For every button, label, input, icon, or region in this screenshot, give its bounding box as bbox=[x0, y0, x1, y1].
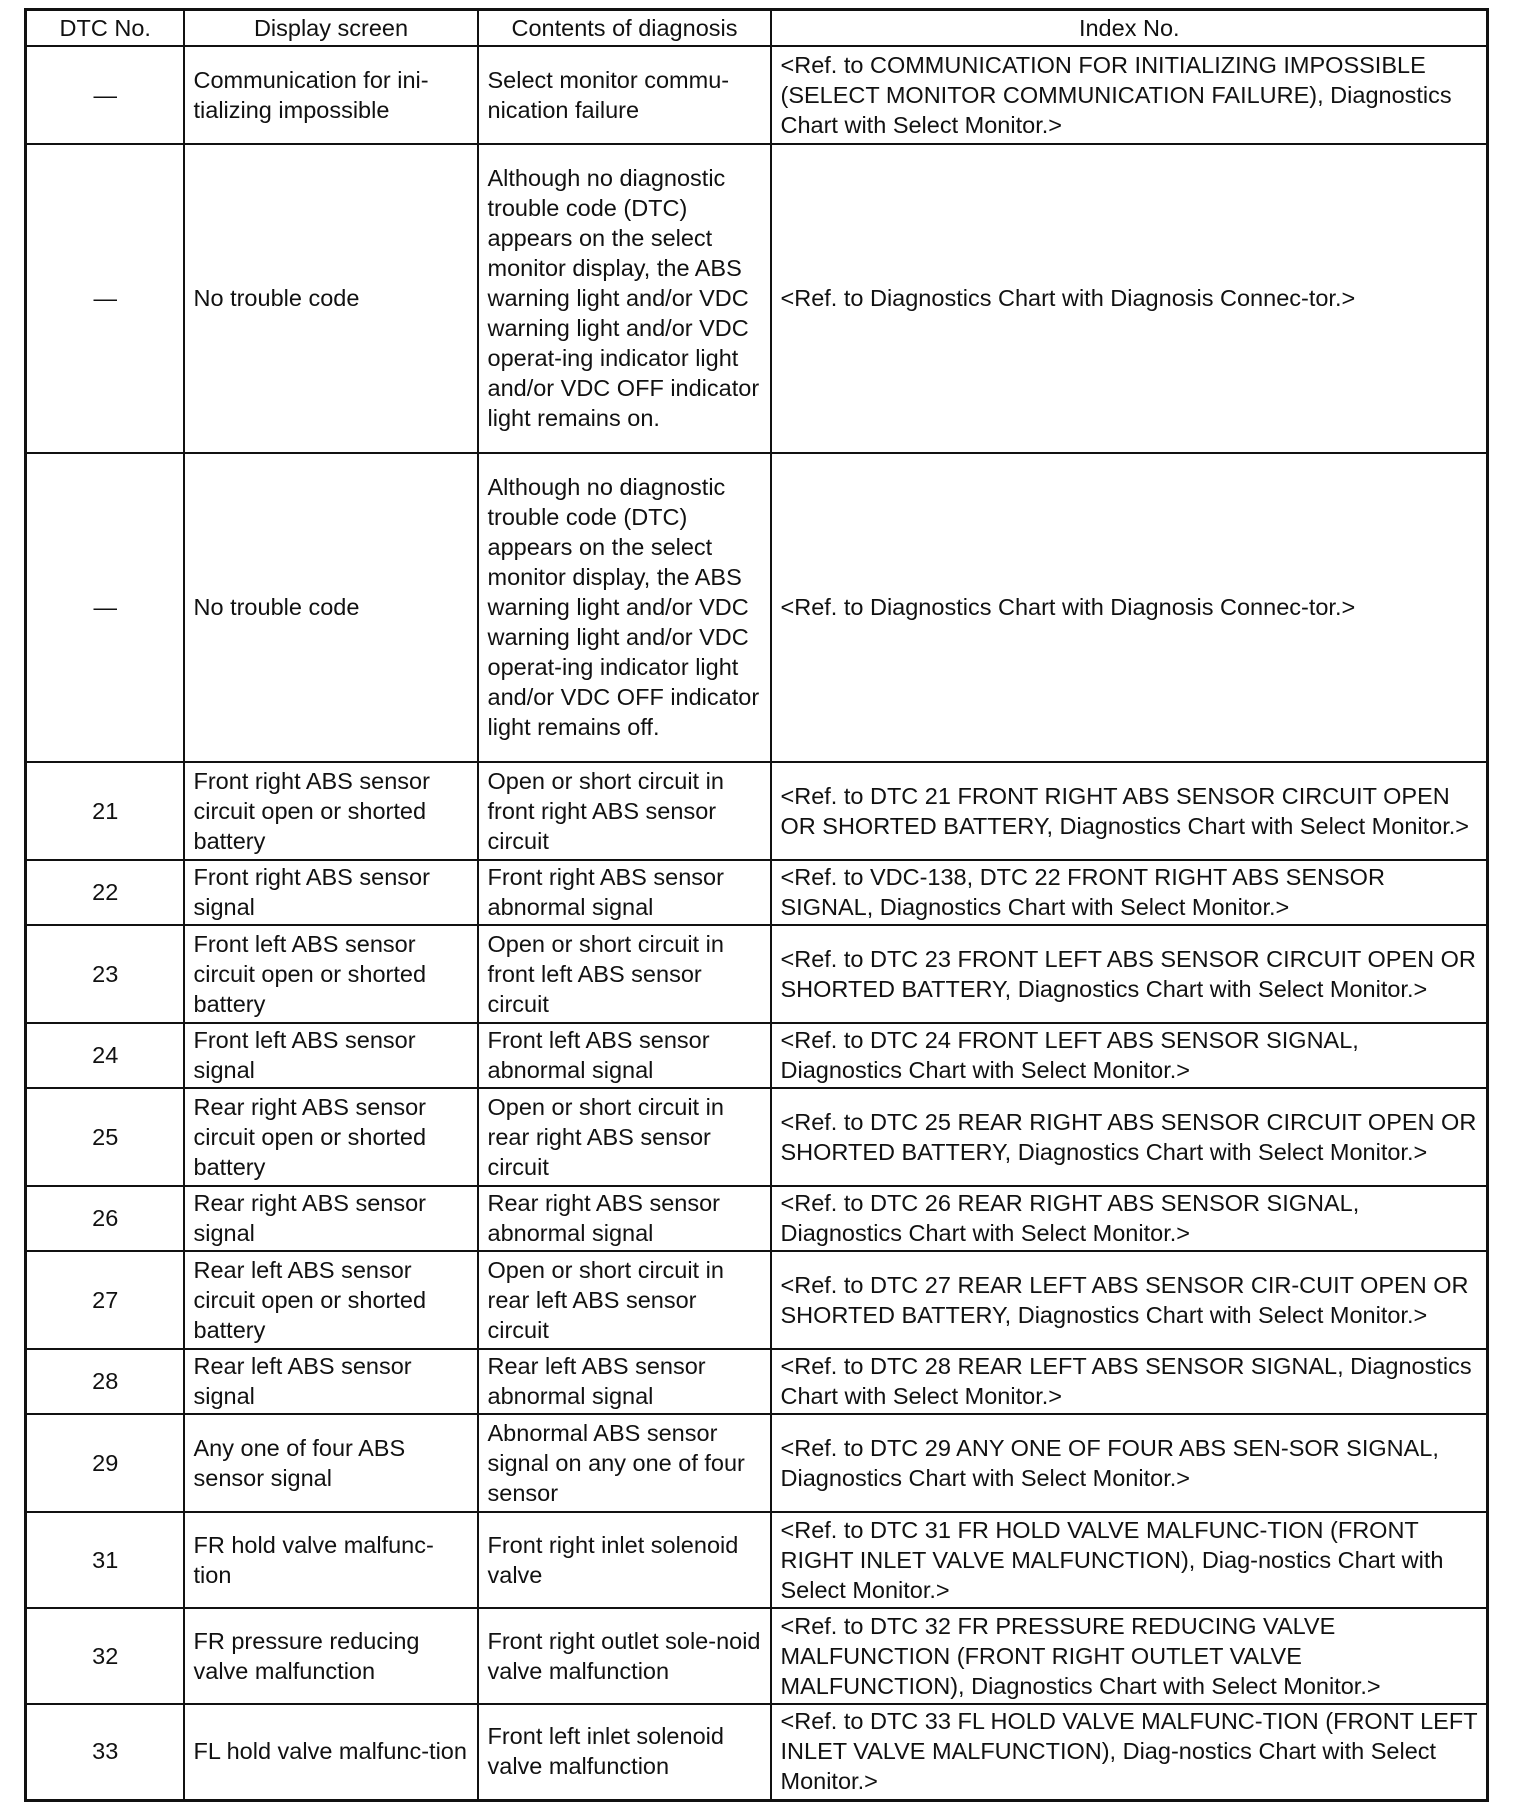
display-screen-cell: FR hold valve malfunc-tion bbox=[184, 1512, 478, 1608]
diagnosis-contents-cell: Rear left ABS sensor abnormal signal bbox=[478, 1349, 771, 1414]
index-reference-cell: <Ref. to DTC 28 REAR LEFT ABS SENSOR SIGNAL, Diagnostics Chart with Select Monitor.> bbox=[771, 1349, 1488, 1414]
diagnosis-contents-cell: Although no diagnostic trouble code (DTC) appears on the select monitor display, the ABS warning light and/or VDC warning light and/or VDC operat-ing indicator light and/or VDC OFF indicator light remains off. bbox=[478, 453, 771, 762]
dtc-number: — bbox=[26, 453, 184, 762]
table-row bbox=[26, 46, 1488, 144]
diagnosis-contents-cell: Open or short circuit in front right ABS sensor circuit bbox=[478, 762, 771, 860]
index-reference-cell: <Ref. to DTC 31 FR HOLD VALVE MALFUNC-TION (FRONT RIGHT INLET VALVE MALFUNCTION), Diag-nostics Chart with Select Monitor.> bbox=[771, 1512, 1488, 1608]
display-screen-cell: Rear left ABS sensor circuit open or shorted battery bbox=[184, 1251, 478, 1349]
table-row bbox=[26, 1186, 1488, 1251]
table-row bbox=[26, 1608, 1488, 1704]
diagnosis-contents-cell: Select monitor commu-nication failure bbox=[478, 46, 771, 144]
diagnosis-contents-cell: Rear right ABS sensor abnormal signal bbox=[478, 1186, 771, 1251]
dtc-number: 27 bbox=[26, 1251, 184, 1349]
dtc-number: 26 bbox=[26, 1186, 184, 1251]
display-screen-cell: Front right ABS sensor circuit open or shorted battery bbox=[184, 762, 478, 860]
diagnosis-contents-cell: Front left inlet solenoid valve malfunction bbox=[478, 1704, 771, 1800]
index-reference-cell: <Ref. to VDC-138, DTC 22 FRONT RIGHT ABS SENSOR SIGNAL, Diagnostics Chart with Select Monitor.> bbox=[771, 860, 1488, 925]
index-reference-cell: <Ref. to DTC 33 FL HOLD VALVE MALFUNC-TION (FRONT LEFT INLET VALVE MALFUNCTION), Diag-nostics Chart with Select Monitor.> bbox=[771, 1704, 1488, 1800]
display-screen-cell: Rear right ABS sensor circuit open or shorted battery bbox=[184, 1088, 478, 1186]
dtc-number: 24 bbox=[26, 1023, 184, 1088]
table-row bbox=[26, 1512, 1488, 1608]
dtc-table-sheet bbox=[24, 8, 1486, 1802]
table-row bbox=[26, 925, 1488, 1023]
table-row bbox=[26, 1251, 1488, 1349]
diagnosis-contents-cell: Open or short circuit in rear left ABS sensor circuit bbox=[478, 1251, 771, 1349]
dtc-number: 28 bbox=[26, 1349, 184, 1414]
index-reference-cell: <Ref. to DTC 29 ANY ONE OF FOUR ABS SEN-SOR SIGNAL, Diagnostics Chart with Select Monitor.> bbox=[771, 1414, 1488, 1512]
dtc-number: 25 bbox=[26, 1088, 184, 1186]
display-screen-cell: FL hold valve malfunc-tion bbox=[184, 1704, 478, 1800]
header-index-no: Index No. bbox=[771, 10, 1488, 47]
index-reference-cell: <Ref. to DTC 32 FR PRESSURE REDUCING VALVE MALFUNCTION (FRONT RIGHT OUTLET VALVE MALFUNCTION), Diagnostics Chart with Select Monitor.> bbox=[771, 1608, 1488, 1704]
diagnosis-contents-cell: Front left ABS sensor abnormal signal bbox=[478, 1023, 771, 1088]
dtc-number: 29 bbox=[26, 1414, 184, 1512]
display-screen-cell: Front right ABS sensor signal bbox=[184, 860, 478, 925]
index-reference-cell: <Ref. to Diagnostics Chart with Diagnosis Connec-tor.> bbox=[771, 453, 1488, 762]
dtc-number: 22 bbox=[26, 860, 184, 925]
table-row bbox=[26, 1704, 1488, 1800]
table-row bbox=[26, 453, 1488, 762]
table-header-row bbox=[26, 10, 1488, 47]
index-reference-cell: <Ref. to DTC 23 FRONT LEFT ABS SENSOR CIRCUIT OPEN OR SHORTED BATTERY, Diagnostics Chart with Select Monitor.> bbox=[771, 925, 1488, 1023]
index-reference-cell: <Ref. to DTC 26 REAR RIGHT ABS SENSOR SIGNAL, Diagnostics Chart with Select Monitor.> bbox=[771, 1186, 1488, 1251]
diagnosis-contents-cell: Abnormal ABS sensor signal on any one of four sensor bbox=[478, 1414, 771, 1512]
display-screen-cell: No trouble code bbox=[184, 453, 478, 762]
display-screen-cell: FR pressure reducing valve malfunction bbox=[184, 1608, 478, 1704]
index-reference-cell: <Ref. to DTC 25 REAR RIGHT ABS SENSOR CIRCUIT OPEN OR SHORTED BATTERY, Diagnostics Chart with Select Monitor.> bbox=[771, 1088, 1488, 1186]
dtc-number: 32 bbox=[26, 1608, 184, 1704]
index-reference-cell: <Ref. to DTC 27 REAR LEFT ABS SENSOR CIR-CUIT OPEN OR SHORTED BATTERY, Diagnostics Chart with Select Monitor.> bbox=[771, 1251, 1488, 1349]
diagnosis-contents-cell: Front right ABS sensor abnormal signal bbox=[478, 860, 771, 925]
dtc-number: — bbox=[26, 46, 184, 144]
table-row bbox=[26, 1023, 1488, 1088]
index-reference-cell: <Ref. to DTC 24 FRONT LEFT ABS SENSOR SIGNAL, Diagnostics Chart with Select Monitor.> bbox=[771, 1023, 1488, 1088]
dtc-number: 31 bbox=[26, 1512, 184, 1608]
header-display-screen: Display screen bbox=[184, 10, 478, 47]
display-screen-cell: Front left ABS sensor signal bbox=[184, 1023, 478, 1088]
dtc-table bbox=[24, 8, 1489, 1802]
dtc-number: — bbox=[26, 144, 184, 453]
table-row bbox=[26, 1088, 1488, 1186]
display-screen-cell: No trouble code bbox=[184, 144, 478, 453]
index-reference-cell: <Ref. to Diagnostics Chart with Diagnosis Connec-tor.> bbox=[771, 144, 1488, 453]
table-row bbox=[26, 762, 1488, 860]
diagnosis-contents-cell: Front right inlet solenoid valve bbox=[478, 1512, 771, 1608]
index-reference-cell: <Ref. to DTC 21 FRONT RIGHT ABS SENSOR CIRCUIT OPEN OR SHORTED BATTERY, Diagnostics Chart with Select Monitor.> bbox=[771, 762, 1488, 860]
table-row bbox=[26, 144, 1488, 453]
dtc-number: 33 bbox=[26, 1704, 184, 1800]
dtc-number: 23 bbox=[26, 925, 184, 1023]
display-screen-cell: Communication for ini-tializing impossible bbox=[184, 46, 478, 144]
header-contents-of-diagnosis: Contents of diagnosis bbox=[478, 10, 771, 47]
diagnosis-contents-cell: Open or short circuit in rear right ABS sensor circuit bbox=[478, 1088, 771, 1186]
diagnosis-contents-cell: Although no diagnostic trouble code (DTC) appears on the select monitor display, the ABS warning light and/or VDC warning light and/or VDC operat-ing indicator light and/or VDC OFF indicator light remains on. bbox=[478, 144, 771, 453]
display-screen-cell: Rear right ABS sensor signal bbox=[184, 1186, 478, 1251]
header-dtc-no: DTC No. bbox=[26, 10, 184, 47]
index-reference-cell: <Ref. to COMMUNICATION FOR INITIALIZING IMPOSSIBLE (SELECT MONITOR COMMUNICATION FAILURE), Diagnostics Chart with Select Monitor.> bbox=[771, 46, 1488, 144]
table-row bbox=[26, 860, 1488, 925]
dtc-number: 21 bbox=[26, 762, 184, 860]
diagnosis-contents-cell: Open or short circuit in front left ABS sensor circuit bbox=[478, 925, 771, 1023]
display-screen-cell: Rear left ABS sensor signal bbox=[184, 1349, 478, 1414]
table-row bbox=[26, 1414, 1488, 1512]
diagnosis-contents-cell: Front right outlet sole-noid valve malfunction bbox=[478, 1608, 771, 1704]
display-screen-cell: Any one of four ABS sensor signal bbox=[184, 1414, 478, 1512]
display-screen-cell: Front left ABS sensor circuit open or shorted battery bbox=[184, 925, 478, 1023]
table-row bbox=[26, 1349, 1488, 1414]
